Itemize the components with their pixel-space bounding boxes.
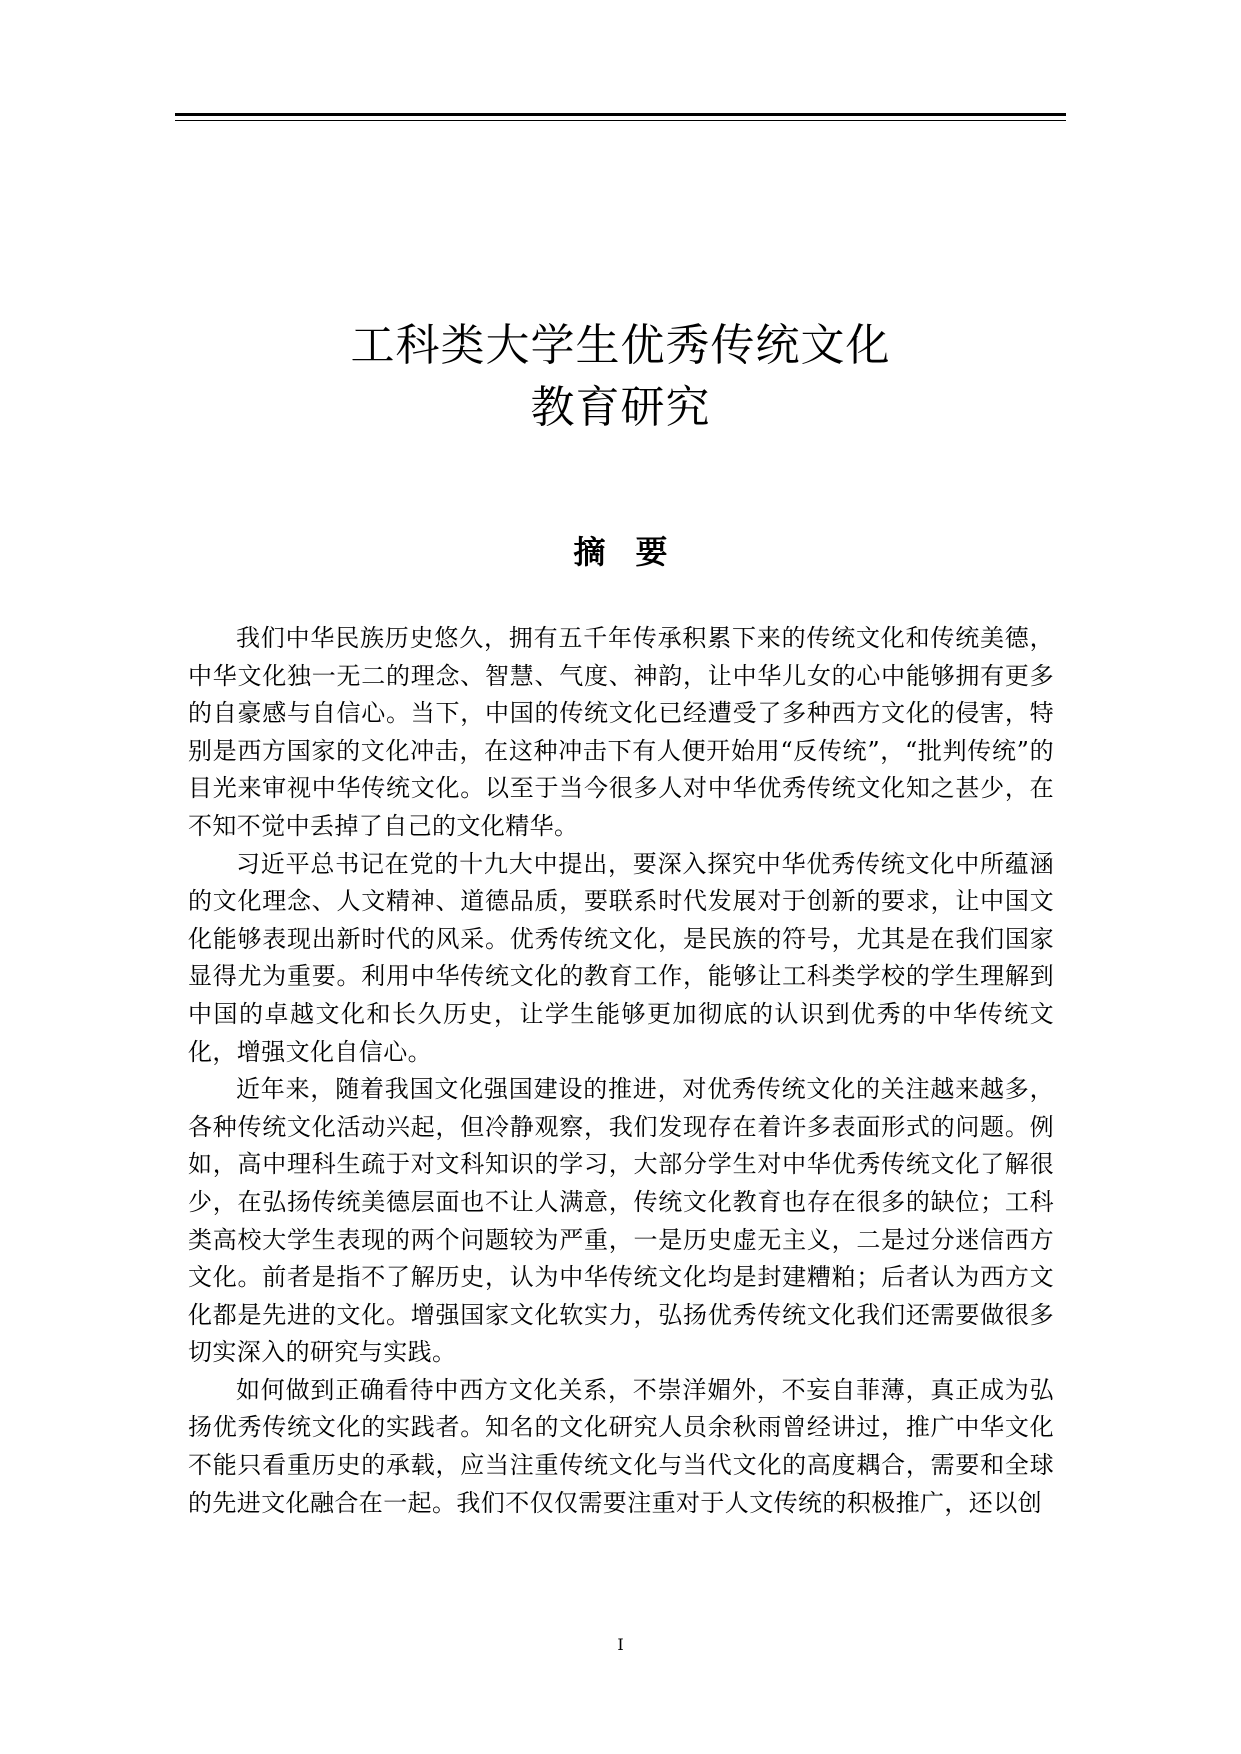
abstract-paragraph-3: 近年来，随着我国文化强国建设的推进，对优秀传统文化的关注越来越多，各种传统文化活动兴起，但冷静观察，我们发现存在着许多表面形式的问题。例如，高中理科生疏于对文科知识的学习，大部分学生对中华优秀传统文化了解很少，在弘扬传统美德层面也不让人满意，传统文化教育也存在很多的缺位；工科类高校大学生表现的两个问题较为严重，一是历史虚无主义，二是过分迷信西方文化。前者是指不了解历史，认为中华传统文化均是封建糟粕；后者认为西方文化都是先进的文化。增强国家文化软实力，弘扬优秀传统文化我们还需要做很多切实深入的研究与实践。: [188, 1075, 1054, 1367]
page-number: I: [617, 1635, 624, 1654]
title-line-1: 工科类大学生优秀传统文化: [350, 320, 891, 371]
title-line-2: 教育研究: [530, 382, 711, 433]
abstract-heading: 摘要: [573, 533, 698, 571]
abstract-paragraph-4: 如何做到正确看待中西方文化关系，不崇洋媚外，不妄自菲薄，真正成为弘扬优秀传统文化的实践者。知名的文化研究人员余秋雨曾经讲过，推广中华文化不能只看重历史的承载，应当注重传统文化与当代文化的高度耦合，需要和全球的先进文化融合在一起。我们不仅仅需要注重对于人文传统的积极推广，还以创: [188, 1375, 1054, 1517]
header-double-rule: [175, 113, 1066, 121]
abstract-body: [188, 620, 1054, 1522]
abstract-paragraph-1: 我们中华民族历史悠久，拥有五千年传承积累下来的传统文化和传统美德，中华文化独一无二的理念、智慧、气度、神韵，让中华儿女的心中能够拥有更多的自豪感与自信心。当下，中国的传统文化已经遭受了多种西方文化的侵害，特别是西方国家的文化冲击，在这种冲击下有人便开始用“反传统”，“批判传统”的目光来审视中华传统文化。以至于当今很多人对中华优秀传统文化知之甚少，在不知不觉中丢掉了自己的文化精华。: [188, 624, 1054, 840]
document-title: [0, 315, 1241, 439]
abstract-paragraph-2: 习近平总书记在党的十九大中提出，要深入探究中华优秀传统文化中所蕴涵的文化理念、人文精神、道德品质，要联系时代发展对于创新的要求，让中国文化能够表现出新时代的风采。优秀传统文化，是民族的符号，尤其是在我们国家显得尤为重要。利用中华传统文化的教育工作，能够让工科类学校的学生理解到中国的卓越文化和长久历史，让学生能够更加彻底的认识到优秀的中华传统文化，增强文化自信心。: [188, 849, 1054, 1066]
